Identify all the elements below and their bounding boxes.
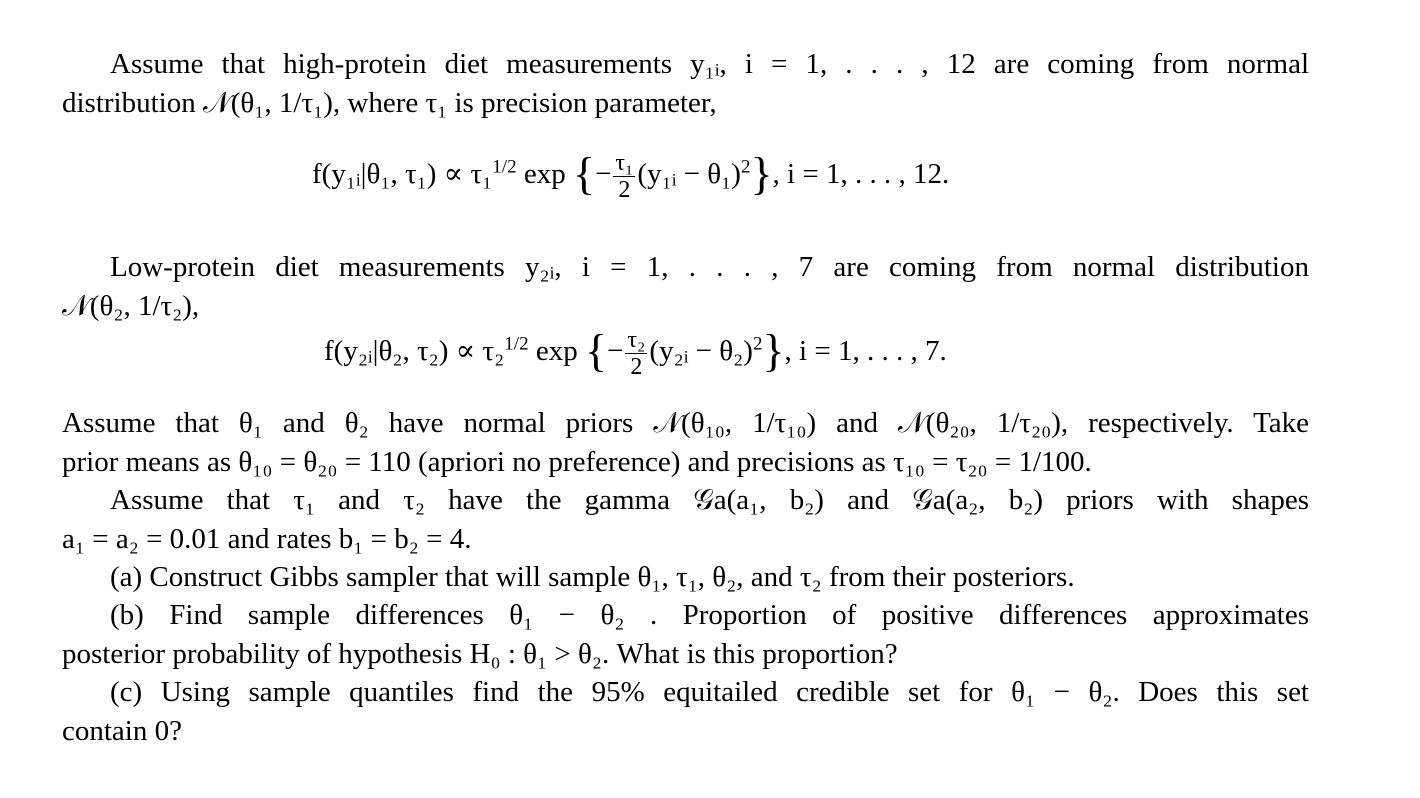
paragraph-2-line-2: 𝒩(θ₂, 1/τ₂), bbox=[62, 290, 200, 322]
equation-1-numerator: τ₁ bbox=[615, 150, 634, 176]
equation-1-inner: (y₁ᵢ − θ₁) bbox=[637, 158, 741, 191]
paragraph-2-line-1: Low-protein diet measurements y₂ᵢ, i = 1, . . . , 7 are coming from normal distribution bbox=[110, 251, 1309, 283]
paragraph-3-line-2: prior means as θ₁₀ = θ₂₀ = 110 (apriori no preference) and precisions as τ₁₀ = τ₂₀ = 1/100. bbox=[62, 446, 1092, 478]
part-b-line-1: (b) Find sample differences θ₁ − θ₂ . Proportion of positive differences approximates bbox=[110, 599, 1309, 631]
part-b-line-2: posterior probability of hypothesis H₀ : θ₁ > θ₂. What is this proportion? bbox=[62, 638, 898, 670]
equation-2-inner: (y₂ᵢ − θ₂) bbox=[649, 335, 753, 368]
paragraph-4-line-2: a₁ = a₂ = 0.01 and rates b₁ = b₂ = 4. bbox=[62, 523, 472, 555]
part-a: (a) Construct Gibbs sampler that will sample θ₁, τ₁, θ₂, and τ₂ from their posteriors. bbox=[110, 561, 1075, 593]
equation-2-exp: exp bbox=[535, 335, 578, 368]
part-c-line-1: (c) Using sample quantiles find the 95% equitailed credible set for θ₁ − θ₂. Does this set bbox=[110, 676, 1309, 708]
equation-2-minus: − bbox=[607, 335, 624, 368]
equation-2-tail: , i = 1, . . . , 7. bbox=[784, 335, 947, 368]
equation-1-tail: , i = 1, . . . , 12. bbox=[772, 158, 950, 191]
equation-1-lhs: f(y₁ᵢ|θ₁, τ₁) ∝ τ₁ bbox=[312, 158, 493, 191]
equation-1-denominator: 2 bbox=[618, 177, 631, 203]
paragraph-3-line-1: Assume that θ₁ and θ₂ have normal priors 𝒩(θ₁₀, 1/τ₁₀) and 𝒩(θ₂₀, 1/τ₂₀), respectively. Take bbox=[62, 407, 1309, 439]
equation-1-fraction bbox=[613, 150, 635, 203]
paragraph-1-line-1: Assume that high-protein diet measurements y₁ᵢ, i = 1, . . . , 12 are coming from normal bbox=[110, 48, 1309, 80]
equation-2-power: 1/2 bbox=[504, 333, 529, 355]
equation-2-fraction bbox=[625, 327, 647, 380]
equation-1 bbox=[312, 147, 950, 203]
equation-1-exp: exp bbox=[523, 158, 566, 191]
equation-2-square: 2 bbox=[752, 333, 763, 355]
equation-2 bbox=[324, 324, 947, 380]
equation-2-denominator: 2 bbox=[630, 354, 643, 380]
equation-2-left-brace: { bbox=[584, 324, 608, 376]
equation-1-power: 1/2 bbox=[492, 156, 517, 178]
equation-1-left-brace: { bbox=[572, 147, 596, 199]
equation-1-right-brace: } bbox=[750, 147, 773, 199]
equation-2-lhs: f(y₂ᵢ|θ₂, τ₂) ∝ τ₂ bbox=[324, 335, 505, 368]
equation-1-minus: − bbox=[595, 158, 612, 191]
paragraph-4-line-1: Assume that τ₁ and τ₂ have the gamma 𝒢a(a₁, b₂) and 𝒢a(a₂, b₂) priors with shapes bbox=[110, 484, 1309, 516]
equation-2-right-brace: } bbox=[762, 324, 785, 376]
equation-2-numerator: τ₂ bbox=[627, 327, 646, 353]
part-c-line-2: contain 0? bbox=[62, 715, 182, 747]
equation-1-square: 2 bbox=[740, 156, 751, 178]
paragraph-1-line-2: distribution 𝒩(θ₁, 1/τ₁), where τ₁ is precision parameter, bbox=[62, 87, 717, 119]
